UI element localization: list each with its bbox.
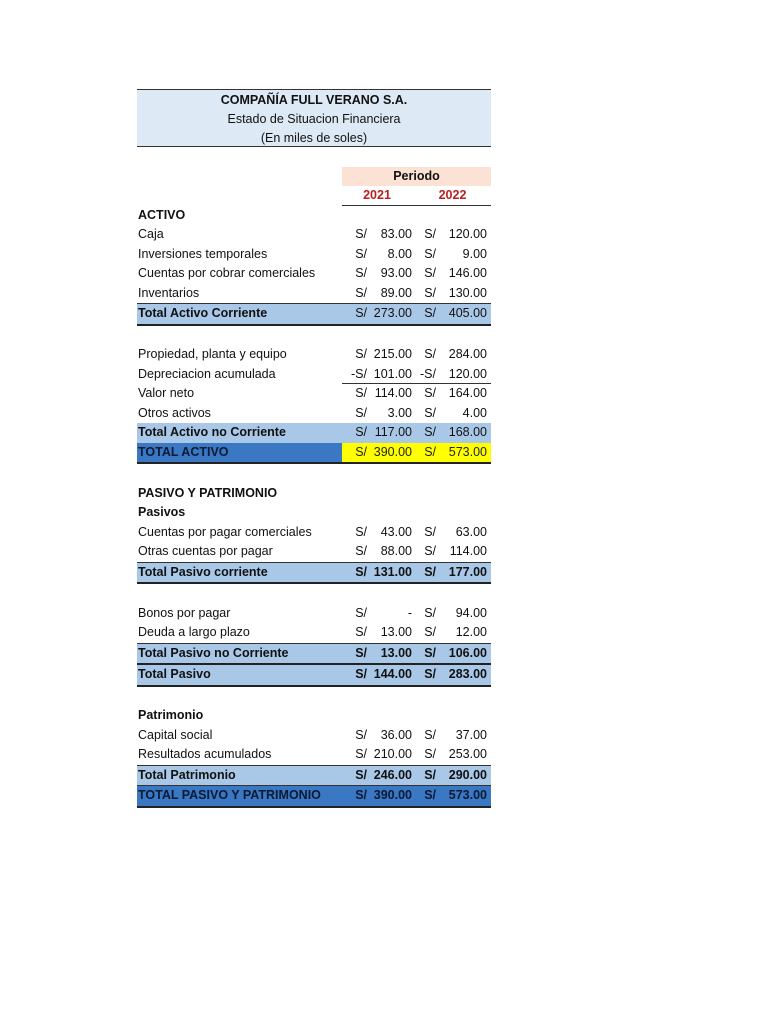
currency-2021: -S/: [351, 366, 367, 381]
currency-2021: S/: [355, 347, 367, 361]
table-row: [137, 604, 491, 624]
statement-title: Estado de Situacion Financiera: [227, 112, 401, 126]
currency-2021: S/: [355, 425, 367, 439]
amount-2021: 273.00: [373, 306, 412, 320]
row-label: Caja: [138, 227, 164, 241]
section-title: Patrimonio: [138, 708, 204, 722]
amount-2021: 89.00: [380, 285, 412, 300]
table-row: [137, 384, 491, 404]
total-pasivo-no-corriente-row: [137, 643, 491, 666]
amount-2022: 63.00: [455, 524, 487, 539]
row-label: Deuda a largo plazo: [138, 625, 250, 639]
table-row: [137, 745, 491, 765]
amount-2022: 114.00: [449, 544, 487, 558]
table-row: [137, 623, 491, 643]
currency-2022: S/: [424, 788, 436, 802]
table-row: [137, 726, 491, 746]
row-label: Resultados acumulados: [138, 747, 272, 761]
row-label: Inversiones temporales: [138, 246, 268, 261]
row-label: Total Pasivo no Corriente: [138, 645, 289, 660]
amount-2021: 36.00: [380, 727, 412, 742]
total-activo-row: [137, 443, 491, 465]
row-label: Inventarios: [138, 285, 200, 300]
currency-2021: S/: [355, 625, 367, 639]
spacer-row: [137, 464, 491, 484]
table-row: [137, 365, 491, 385]
currency-2022: S/: [424, 645, 436, 660]
amount-2021: 117.00: [374, 425, 412, 439]
row-label: Valor neto: [138, 386, 195, 400]
currency-2022: S/: [424, 544, 436, 558]
row-label: Capital social: [138, 727, 213, 742]
amount-2022: 253.00: [448, 747, 487, 761]
amount-2021: -: [407, 605, 412, 620]
amount-2021: 43.00: [380, 524, 412, 539]
year-2022: 2022: [438, 188, 467, 202]
row-label: TOTAL PASIVO Y PATRIMONIO: [138, 788, 321, 802]
year-header-row: [137, 186, 491, 206]
amount-2021: 210.00: [373, 747, 412, 761]
currency-2022: -S/: [420, 366, 436, 381]
currency-2021: S/: [355, 727, 367, 742]
spacer-row: [137, 326, 491, 346]
amount-2021: 88.00: [380, 544, 412, 558]
currency-2022: S/: [424, 386, 436, 400]
currency-2021: S/: [355, 605, 367, 620]
amount-2022: 573.00: [448, 444, 487, 459]
currency-2022: S/: [424, 285, 436, 300]
row-label: Otras cuentas por pagar: [138, 544, 273, 558]
amount-2021: 131.00: [373, 564, 412, 579]
amount-2022: 12.00: [455, 625, 487, 639]
row-label: Total Activo no Corriente: [138, 425, 286, 439]
currency-2022: S/: [424, 425, 436, 439]
amount-2021: 3.00: [387, 405, 412, 420]
total-pasivo-row: [137, 665, 491, 687]
currency-2022: S/: [424, 564, 436, 579]
period-label: Periodo: [342, 167, 491, 187]
currency-2021: S/: [355, 645, 367, 660]
currency-2022: S/: [424, 747, 436, 761]
total-patrimonio-row: [137, 765, 491, 786]
amount-2021: 390.00: [373, 444, 412, 459]
row-label: Propiedad, planta y equipo: [138, 347, 287, 361]
table-row: [137, 523, 491, 543]
spacer-row: [137, 687, 491, 707]
currency-2021: S/: [355, 306, 367, 320]
table-row: [137, 245, 491, 265]
amount-2022: 177.00: [448, 564, 487, 579]
currency-2021: S/: [355, 747, 367, 761]
table-row: [137, 225, 491, 245]
amount-2022: 120.00: [448, 366, 487, 381]
row-label: Total Activo Corriente: [138, 306, 268, 320]
amount-2022: 146.00: [448, 266, 487, 280]
units-note: (En miles de soles): [260, 131, 368, 145]
amount-2022: 9.00: [462, 246, 487, 261]
amount-2022: 284.00: [448, 347, 487, 361]
table-row: [137, 404, 491, 424]
amount-2022: 130.00: [448, 285, 487, 300]
row-label: Total Patrimonio: [138, 767, 236, 782]
total-pasivo-corriente-row: [137, 562, 491, 585]
amount-2022: 283.00: [448, 667, 487, 681]
amount-2021: 246.00: [373, 767, 412, 782]
amount-2022: 37.00: [455, 727, 487, 742]
currency-2021: S/: [355, 246, 367, 261]
currency-2021: S/: [355, 564, 367, 579]
section-pasivos: [137, 503, 491, 523]
currency-2021: S/: [355, 266, 367, 280]
balance-sheet: [137, 89, 491, 808]
currency-2021: S/: [355, 767, 367, 782]
amount-2021: 13.00: [380, 645, 412, 660]
currency-2022: S/: [424, 347, 436, 361]
currency-2022: S/: [424, 727, 436, 742]
company-name: COMPAÑÍA FULL VERANO S.A.: [220, 93, 408, 107]
amount-2022: 405.00: [448, 306, 487, 320]
currency-2021: S/: [355, 285, 367, 300]
row-label: Depreciacion acumulada: [138, 366, 276, 381]
row-label: Total Pasivo corriente: [138, 564, 268, 579]
amount-2021: 8.00: [387, 246, 412, 261]
currency-2021: S/: [355, 544, 367, 558]
row-label: Otros activos: [138, 405, 211, 420]
period-header-row: [137, 167, 491, 187]
section-title: PASIVO Y PATRIMONIO: [138, 485, 278, 500]
spacer-row: [137, 584, 491, 604]
section-subtitle: Pasivos: [138, 505, 186, 519]
amount-2022: 120.00: [448, 227, 487, 241]
currency-2022: S/: [424, 524, 436, 539]
currency-2022: S/: [424, 667, 436, 681]
currency-2022: S/: [424, 444, 436, 459]
statement-header: [137, 89, 491, 147]
amount-2021: 93.00: [380, 266, 412, 280]
currency-2022: S/: [424, 625, 436, 639]
table-row: [137, 542, 491, 562]
amount-2022: 4.00: [462, 405, 487, 420]
amount-2021: 215.00: [373, 347, 412, 361]
section-patrimonio: [137, 706, 491, 726]
amount-2021: 390.00: [373, 788, 412, 802]
amount-2022: 106.00: [448, 645, 487, 660]
currency-2022: S/: [424, 405, 436, 420]
amount-2022: 573.00: [448, 788, 487, 802]
row-label: Cuentas por cobrar comerciales: [138, 266, 316, 280]
amount-2022: 168.00: [448, 425, 487, 439]
table-row: [137, 284, 491, 304]
row-label: Cuentas por pagar comerciales: [138, 524, 312, 539]
amount-2021: 114.00: [374, 386, 412, 400]
currency-2021: S/: [355, 667, 367, 681]
section-title: ACTIVO: [138, 207, 186, 222]
row-label: Total Pasivo: [138, 667, 211, 681]
currency-2021: S/: [355, 405, 367, 420]
row-label: Bonos por pagar: [138, 605, 231, 620]
currency-2021: S/: [355, 788, 367, 802]
row-label: TOTAL ACTIVO: [138, 444, 229, 459]
amount-2022: 290.00: [448, 767, 487, 782]
currency-2021: S/: [355, 227, 367, 241]
currency-2021: S/: [355, 524, 367, 539]
total-pasivo-patrimonio-row: [137, 785, 491, 808]
amount-2022: 164.00: [448, 386, 487, 400]
total-activo-corriente-row: [137, 303, 491, 326]
currency-2022: S/: [424, 306, 436, 320]
currency-2021: S/: [355, 386, 367, 400]
spacer-row: [137, 147, 491, 167]
currency-2022: S/: [424, 227, 436, 241]
total-activo-no-corriente-row: [137, 423, 491, 443]
currency-2022: S/: [424, 767, 436, 782]
amount-2021: 13.00: [380, 625, 412, 639]
amount-2021: 101.00: [373, 366, 412, 381]
amount-2022: 94.00: [455, 605, 487, 620]
table-row: [137, 345, 491, 365]
currency-2022: S/: [424, 246, 436, 261]
currency-2021: S/: [355, 444, 367, 459]
year-2021: 2021: [363, 188, 391, 202]
currency-2022: S/: [424, 266, 436, 280]
currency-2022: S/: [424, 605, 436, 620]
section-pasivo-patrimonio: [137, 484, 491, 504]
amount-2021: 144.00: [373, 667, 412, 681]
amount-2021: 83.00: [380, 227, 412, 241]
table-row: [137, 264, 491, 284]
section-activo: [137, 206, 491, 226]
